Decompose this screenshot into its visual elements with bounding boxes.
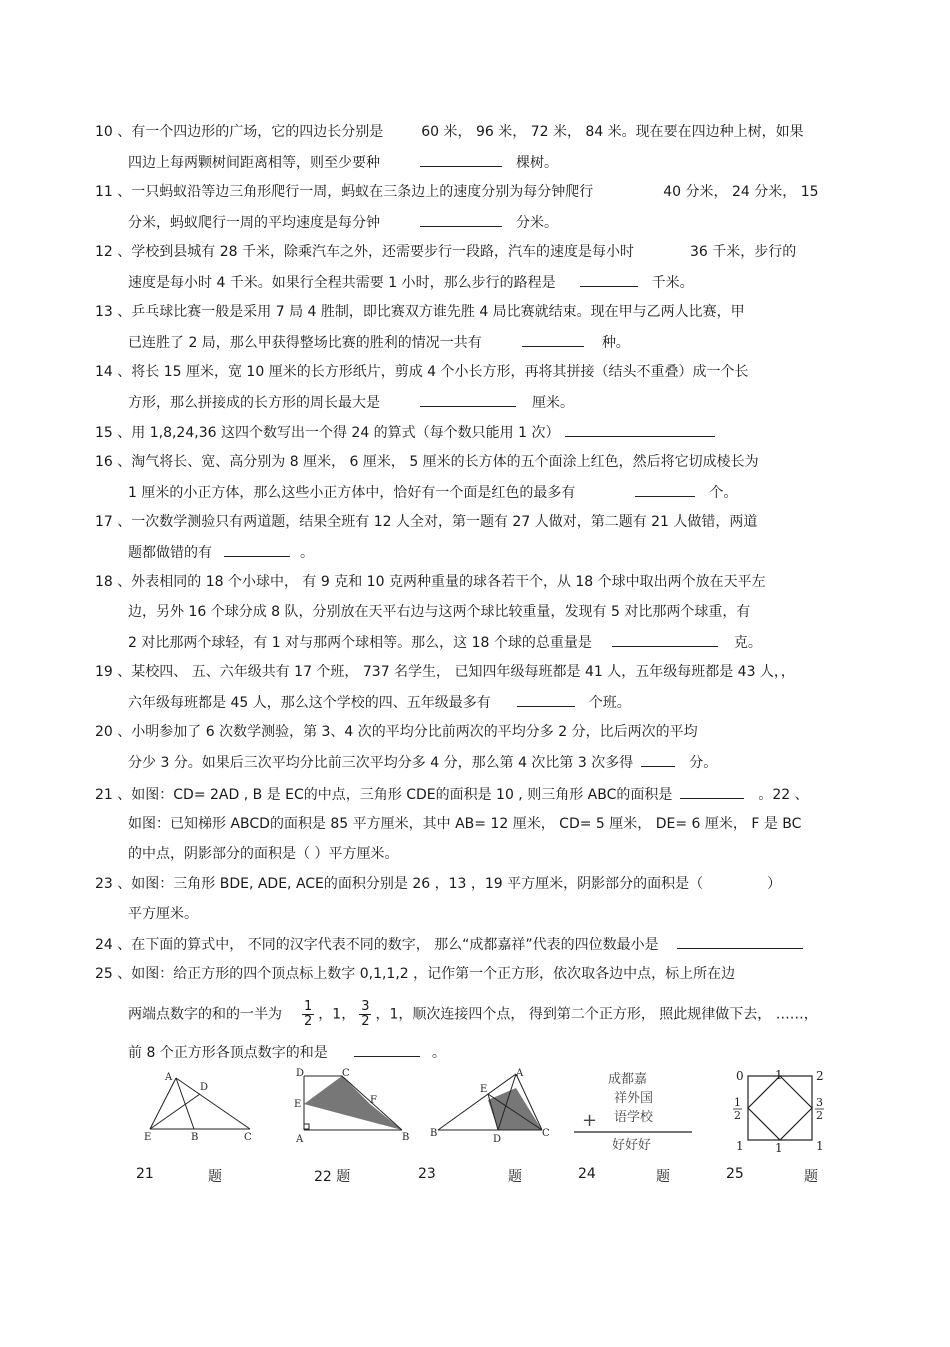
q25-text-c: ，1， [318, 1006, 356, 1023]
q12-line2 [128, 272, 694, 293]
q25-text-b: 两端点数字的和的一半为 [128, 1006, 282, 1023]
q21-text-a: 21 、如图：CD= 2AD , B 是 EC的中点，三角形 CDE的面积是 10 , 则三角形 ABC的面积是 [95, 787, 673, 803]
q14-line2 [128, 392, 574, 413]
fig22-label: F [370, 1095, 377, 1106]
fig23-label: B [430, 1128, 438, 1139]
q19-text-c: 六年级每班都是 45 人，那么这个学校的四、五年级最多有 [128, 695, 491, 711]
q25-text-d: ，1，顺次连接四个点， 得到第二个正方形， 照此规律做下去， ……， [375, 1006, 818, 1023]
q13-text-c: 已连胜了 2 局，那么甲获得整场比赛的胜利的情况一共有 [128, 335, 482, 351]
q20-text-d: 分。 [689, 755, 718, 771]
q20-text-c: 分少 3 分。如果后三次平均分比前三次平均分多 4 分，那么第 4 次比第 3 次多得 [128, 755, 634, 771]
caption-21-number: 21 [136, 1166, 154, 1182]
fig25-outer-square [748, 1076, 812, 1140]
fig22-label: B [402, 1132, 410, 1143]
q17-text-d: 。 [300, 545, 314, 561]
fig22-label: C [342, 1068, 350, 1079]
fig22-label: E [294, 1099, 302, 1110]
figure-24 [572, 1068, 697, 1154]
q10-text-d: 棵树。 [516, 155, 558, 171]
q11-text-a: 11 、一只蚂蚁沿等边三角形爬行一周，蚂蚁在三条边上的速度分别为每分钟爬行 [95, 184, 594, 200]
fig25-corner-label: 1 [816, 1139, 824, 1153]
caption-23-number: 23 [418, 1166, 436, 1182]
caption-24-word: 题 [656, 1169, 670, 1185]
q11-answer-blank[interactable] [420, 212, 502, 227]
fig21-label: A [165, 1072, 173, 1083]
figure-25-squares [728, 1068, 833, 1154]
q10-text-a: 10 、有一个四边形的广场，它的四边长分别是 [95, 124, 384, 140]
figure-25 [728, 1068, 833, 1154]
fig25-mid-label: 2 [734, 1109, 741, 1122]
q24-text-a: 24 、在下面的算式中， 不同的汉字代表不同的数字， 那么“成都嘉祥”代表的四位数最小是 [95, 937, 659, 953]
q25-text-e: 前 8 个正方形各顶点数字的和是 [128, 1045, 328, 1061]
figure-21 [140, 1068, 260, 1148]
fig23-label: A [516, 1068, 524, 1079]
q20-line1 [95, 722, 698, 742]
fig25-corner-label: 0 [736, 1069, 744, 1083]
caption-25-word: 题 [804, 1169, 818, 1185]
q13-text-a: 13 、乒乓球比赛一般是采用 7 局 4 胜制，即比赛双方谁先胜 4 局比赛就结束。现在甲与乙两人比赛，甲 [95, 304, 745, 320]
q23-line1 [95, 874, 781, 894]
q18-text-c: 2 对比那两个球轻，有 1 对与那两个球相等。那么，这 18 个球的总重量是 [128, 635, 592, 651]
fig23-label: E [480, 1084, 488, 1095]
q25-line1 [95, 964, 735, 984]
fig21-line-ae [150, 1078, 176, 1129]
fig22-right-angle [304, 1124, 309, 1129]
q18-line3 [128, 632, 762, 653]
q22-text-b: 的中点，阴影部分的面积是（ ）平方厘米。 [128, 846, 399, 862]
q16-answer-blank[interactable] [635, 482, 695, 497]
q19-answer-blank[interactable] [517, 692, 575, 707]
fig25-mid-label: 1 [775, 1068, 783, 1082]
q20-text-a: 20 、小明参加了 6 次数学测验，第 3、4 次的平均分比前两次的平均分多 2 分，比后两次的平均 [95, 724, 698, 740]
q19-line2 [128, 692, 631, 713]
q16-text-c: 1 厘米的小正方体，那么这些小正方体中，恰好有一个面是红色的最多有 [128, 485, 576, 501]
q20-answer-blank[interactable] [641, 752, 675, 767]
q23-line2 [128, 904, 198, 924]
q25-line3 [128, 1042, 446, 1063]
q10-answer-blank[interactable] [420, 152, 502, 167]
q10-text-b: 60 米， 96 米， 72 米， 84 米。现在要在四边种上树，如果 [421, 124, 804, 140]
q13-line2 [128, 332, 630, 353]
q11-text-c: 分米，蚂蚁爬行一周的平均速度是每分钟 [128, 215, 380, 231]
q25-answer-blank[interactable] [354, 1042, 420, 1057]
fig24-plus: + [582, 1110, 598, 1131]
q12-text-c: 速度是每小时 4 千米。如果行全程共需要 1 小时，那么步行的路程是 [128, 275, 556, 291]
q22-number: 。22 、 [758, 787, 809, 803]
q12-line1 [95, 242, 796, 262]
q25-fraction-three-halves: $\frac{3}{2}$ [361, 999, 370, 1029]
fig24-result: 好好好 [612, 1138, 652, 1153]
fig24-row: 语学校 [614, 1110, 654, 1125]
q25-text-f: 。 [431, 1045, 446, 1061]
fig21-label: B [191, 1132, 199, 1143]
q15-text-a: 15 、用 1,8,24,36 这四个数写出一个得 24 的算式（每个数只能用 1 次） [95, 425, 560, 441]
q23-text-a: 23 、如图：三角形 BDE, ADE, ACE的面积分别是 26 ，13 ，19 平方厘米，阴影部分的面积是（ [95, 876, 704, 892]
fig25-inner-square [748, 1076, 812, 1140]
q19-text-a: 19 、某校四、 五、六年级共有 17 个班， 737 名学生， 已知四年级每班都是 41 人，五年级每班都是 43 人，， [95, 664, 795, 680]
fig21-line-ab [176, 1078, 194, 1129]
caption-24-number: 24 [578, 1166, 596, 1182]
fig25-corner-label: 2 [816, 1069, 824, 1083]
q11-line1 [95, 182, 819, 202]
fig25-corner-label: 1 [736, 1139, 744, 1153]
q19-text-d: 个班。 [588, 695, 631, 711]
caption-25-number: 25 [726, 1166, 744, 1182]
q12-text-b: 36 千米，步行的 [689, 244, 797, 260]
q18-text-a: 18 、外表相同的 18 个小球中， 有 9 克和 10 克两种重量的球各若干个，从 18 个球中取出两个放在天平左 [95, 574, 766, 590]
q18-text-d: 克。 [733, 635, 762, 651]
q18-text-b: 边，另外 16 个球分成 8 队，分别放在天平右边与这两个球比较重量，发现有 5 对比那两个球重，有 [128, 604, 751, 620]
q17-text-c: 题都做错的有 [128, 545, 212, 561]
q12-text-d: 千米。 [651, 275, 694, 291]
q15-answer-blank[interactable] [565, 422, 715, 437]
q25-fraction-half: $\frac{1}{2}$ [304, 999, 313, 1029]
figure-23-diagram [428, 1068, 558, 1148]
q15-line1 [95, 422, 715, 443]
q21-line1 [95, 784, 809, 805]
q22-text-a: 如图：已知梯形 ABCD的面积是 85 平方厘米，其中 AB= 12 厘米， CD= 5 厘米， DE= 6 厘米， F 是 BC [128, 816, 802, 832]
q18-answer-blank[interactable] [612, 632, 718, 647]
fig25-mid-label: 1 [734, 1096, 741, 1109]
q13-answer-blank[interactable] [522, 332, 584, 347]
q18-line2 [128, 602, 750, 622]
caption-22: 22 题 [314, 1169, 351, 1185]
q11-text-b: 40 分米， 24 分米， 15 [663, 184, 819, 200]
q12-text-a: 12 、学校到县城有 28 千米，除乘汽车之外，还需要步行一段路，汽车的速度是每小时 [95, 244, 634, 260]
q16-text-d: 个。 [709, 485, 738, 501]
q16-line1 [95, 452, 759, 472]
figure-22 [290, 1068, 415, 1148]
fig23-label: D [493, 1134, 502, 1145]
q21-answer-blank[interactable] [680, 784, 744, 799]
q20-line2 [128, 752, 717, 773]
q10-line2 [128, 152, 558, 173]
q13-line1 [95, 302, 745, 322]
q14-text-c: 方形，那么拼接成的长方形的周长最大是 [128, 395, 380, 411]
q22-line1 [128, 814, 801, 834]
q24-line1 [95, 934, 803, 955]
q17-line2 [128, 542, 314, 563]
q11-text-d: 分米。 [516, 215, 558, 231]
fig24-row: 成都嘉 [608, 1072, 648, 1087]
figure-23 [428, 1068, 558, 1148]
figure-22-diagram [290, 1068, 415, 1148]
q17-line1 [95, 512, 757, 532]
figure-21-diagram [140, 1068, 260, 1148]
fig25-mid-label: 1 [775, 1141, 783, 1154]
q16-text-a: 16 、淘气将长、宽、高分别为 8 厘米， 6 厘米， 5 厘米的长方体的五个面涂上红色，然后将它切成棱长为 [95, 454, 759, 470]
q24-answer-blank[interactable] [677, 934, 803, 949]
caption-23-word: 题 [508, 1169, 522, 1185]
q25-line2 [128, 1000, 818, 1029]
q14-line1 [95, 362, 749, 382]
q23-text-c: 平方厘米。 [128, 906, 198, 922]
q12-answer-blank[interactable] [580, 272, 638, 287]
fig22-label: D [296, 1068, 305, 1079]
q23-text-b: ） [767, 876, 782, 892]
caption-21-word: 题 [208, 1169, 222, 1185]
q14-text-a: 14 、将长 15 厘米，宽 10 厘米的长方形纸片，剪成 4 个小长方形，再将其拼接（结头不重叠）成一个长 [95, 364, 749, 380]
q11-line2 [128, 212, 558, 233]
q17-text-a: 17 、一次数学测验只有两道题，结果全班有 12 人全对，第一题有 27 人做对，第二题有 21 人做错，两道 [95, 514, 758, 530]
fig22-label: A [296, 1134, 304, 1145]
q14-answer-blank[interactable] [420, 392, 516, 407]
q16-line2 [128, 482, 737, 503]
fig25-mid-label: 2 [816, 1109, 823, 1122]
fig21-label: E [144, 1132, 152, 1143]
q14-text-d: 厘米。 [532, 395, 574, 411]
q25-text-a: 25 、如图：给正方形的四个顶点标上数字 0,1,1,2 ，记作第一个正方形，依次取各边中点，标上所在边 [95, 966, 736, 982]
figure-24-addition [572, 1068, 697, 1154]
q13-text-d: 种。 [601, 335, 630, 351]
fig24-row: 祥外国 [614, 1091, 654, 1106]
fig25-mid-label: 3 [816, 1096, 823, 1109]
fig23-label: C [542, 1128, 550, 1139]
fig21-label: D [200, 1082, 209, 1093]
q17-answer-blank[interactable] [224, 542, 290, 557]
q18-line1 [95, 572, 766, 592]
q10-text-c: 四边上每两颗树间距离相等，则至少要种 [128, 155, 380, 171]
q10-line1 [95, 122, 804, 142]
q22-line2 [128, 844, 398, 864]
q19-line1 [95, 662, 795, 682]
fig21-label: C [244, 1132, 252, 1143]
fig22-shaded-top [304, 1076, 370, 1104]
